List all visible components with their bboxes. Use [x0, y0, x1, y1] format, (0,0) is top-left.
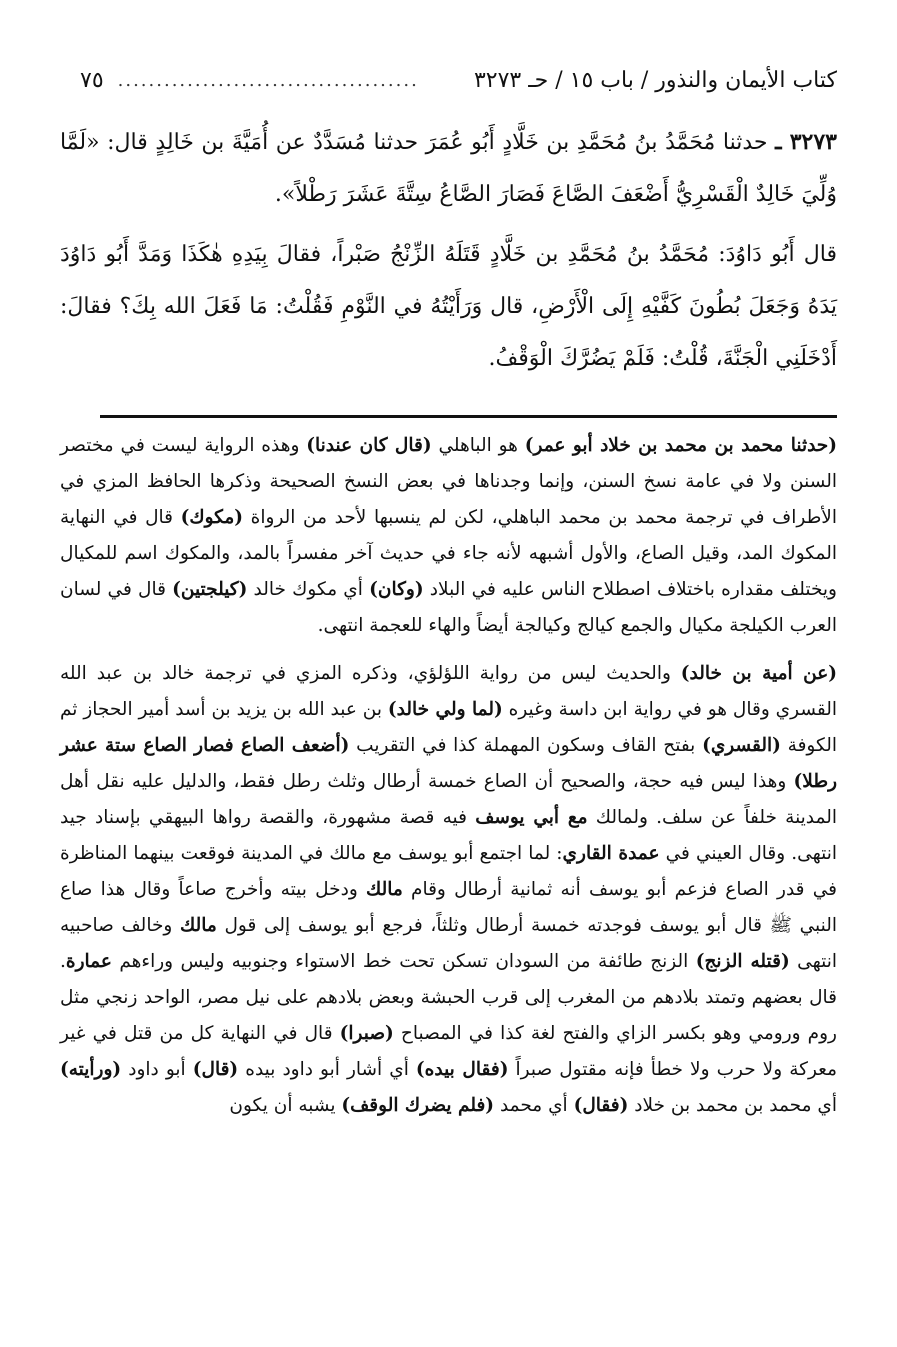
commentary-text: أي مكوك خالد [247, 579, 370, 600]
commentary-paragraph-2 [60, 656, 837, 1124]
commentary-lemma: (عن أمية بن خالد) [680, 663, 837, 684]
page-number: ٧٥ [80, 67, 104, 93]
commentary-lemma: (قال) [192, 1059, 239, 1080]
commentary-lemma: مالك [365, 879, 403, 900]
commentary-lemma: (مكوك) [180, 507, 244, 528]
leader-dots: ....................................... [117, 69, 419, 91]
commentary-text: أي محمد بن محمد بن خلاد [628, 1095, 837, 1116]
commentary-lemma: عمدة القاري [562, 843, 660, 864]
commentary-lemma: (صبرا) [339, 1023, 394, 1044]
commentary-lemma: (كيلجتين) [172, 579, 248, 600]
commentary-text: والحديث ليس من رواية اللؤلؤي، وذكره المزي في ترجمة خالد بن عبد الله القسري وقال هو في رواية ابن داسة وغيره [60, 663, 837, 720]
commentary-text: أي أشار أبو داود بيده [238, 1059, 416, 1080]
hadith-number: ٣٢٧٣ ـ [775, 129, 837, 155]
commentary-text: الزنج طائفة من السودان تسكن تحت خط الاستواء وجنوبيه وليس وراءهم [111, 951, 696, 972]
hadith-text [60, 116, 837, 385]
commentary-lemma: عمارة [65, 951, 112, 972]
commentary-text: : لما اجتمع أبو يوسف مع مالك في المدينة فوقعت بينهما المناظرة في قدر الصاع فزعم أبو يوسف أنه ثمانية أرطال وقام [60, 843, 837, 900]
commentary-lemma: (قتله الزنج) [695, 951, 790, 972]
commentary-lemma: (القسري) [702, 735, 781, 756]
commentary-text: أبو داود [121, 1059, 193, 1080]
hadith-paragraph-1 [60, 116, 837, 221]
commentary-text: قال في النهاية كل من قتل في غير معركة ولا حرب ولا خطأ فإنه مقتول صبراً [60, 1023, 837, 1080]
commentary-lemma: (ورأيته) [60, 1059, 122, 1080]
commentary-lemma: (فقال بيده) [415, 1059, 509, 1080]
commentary-text: أي محمد [494, 1095, 574, 1116]
commentary-lemma: (أضعف الصاع فصار الصاع ستة عشر رطلا) [60, 735, 837, 792]
commentary-lemma: (حدثنا محمد بن محمد بن خلاد أبو عمر) [524, 435, 837, 456]
commentary-text: قال في لسان العرب الكيلجة مكيال والجمع كيالج وكيالجة أيضاً والهاء للعجمة انتهى. [60, 579, 837, 636]
commentary-text: هو الباهلي [431, 435, 525, 456]
commentary-text: فيه قصة مشهورة، والقصة رواها البيهقي بإسناد جيد انتهى. وقال العيني في [60, 807, 837, 864]
commentary-text: يشبه أن يكون [229, 1095, 342, 1116]
footnote-divider [100, 415, 837, 418]
commentary-text: قال في النهاية المكوك المد، وقيل الصاع، والأول أشبهه لأنه جاء في حديث آخر مفسراً بالمد، والمكوك اسم للمكيال ويختلف مقداره باختلاف اصطلاح الناس عليه في البلاد [60, 507, 837, 600]
commentary-text: وهذا ليس فيه حجة، والصحيح أن الصاع خمسة أرطال وثلث رطل فقط، والدليل عليه نقل أهل المدينة خلفاً عن سلف. ولمالك [60, 771, 837, 828]
page-header [80, 60, 837, 100]
commentary [60, 428, 837, 1124]
commentary-text: وخالف صاحبيه انتهى [60, 915, 837, 972]
commentary-lemma: (وكان) [369, 579, 424, 600]
commentary-text: بن عبد الله بن يزيد بن أسد أمير الحجاز ثم الكوفة [60, 699, 837, 756]
commentary-lemma: (فلم يضرك الوقف) [341, 1095, 495, 1116]
commentary-lemma: مالك [180, 915, 217, 936]
commentary-lemma: (لما ولي خالد) [387, 699, 503, 720]
commentary-lemma: (فقال) [573, 1095, 629, 1116]
commentary-text: وهذه الرواية ليست في مختصر السنن ولا في عامة نسخ السنن، وإنما وجدناها في بعض النسخ الصحيحة وذكرها الحافظ المزي في الأطراف في ترجمة محمد بن محمد الباهلي، لكن لم ينسبها لأحد من الرواة [60, 435, 837, 528]
commentary-text: . قال بعضهم وتمتد بلادهم من المغرب إلى قرب الحبشة وبعض بلادهم على نيل مصر، الواحد زنجي مثل روم ورومي وهو بكسر الزاي والفتح لغة كذا في المصباح [60, 951, 837, 1044]
commentary-paragraph-1 [60, 428, 837, 644]
commentary-text: ودخل بيته وأخرج صاعاً وقال هذا صاع النبي ﷺ قال أبو يوسف فوجدته خمسة أرطال وثلثاً، فرجع أبو يوسف إلى قول [60, 879, 837, 936]
running-title: كتاب الأيمان والنذور / باب ١٥ / حـ ٣٢٧٣ [473, 67, 837, 93]
hadith-paragraph-2: قال أَبُو دَاوُدَ: مُحَمَّدُ بنُ مُحَمَّدِ بن خَلَّادٍ قَتَلَهُ الزِّنْجُ صَبْراً، فقالَ بِيَدِهِ هٰكَذَا وَمَدَّ أَبُو دَاوُدَ يَدَهُ وَجَعَلَ بُطُونَ كَفَّيْهِ إِلَى الْأَرْضِ، قال وَرَأَيْتُهُ في النَّوْمِ فَقُلْتُ: مَا فَعَلَ الله بِكَ؟ فقالَ: أَدْخَلَنِي الْجَنَّةَ، قُلْتُ: فَلَمْ يَضُرَّكَ الْوَقْفُ. [60, 242, 837, 371]
commentary-text: بفتح القاف وسكون المهملة كذا في التقريب [349, 735, 703, 756]
page-number-group [80, 68, 419, 93]
commentary-lemma: (قال كان عندنا) [306, 435, 432, 456]
hadith-line-1: حدثنا مُحَمَّدُ بنُ مُحَمَّدِ بن خَلَّادٍ أَبُو عُمَرَ حدثنا مُسَدَّدٌ عن أُمَيَّةَ بن خَالِدٍ قال: «لَمَّا وُلِّيَ خَالِدٌ الْقَسْرِيُّ أَضْعَفَ الصَّاعَ فَصَارَ الصَّاعُ سِتَّةَ عَشَرَ رَطْلاً». [60, 130, 837, 207]
commentary-lemma: مع أبي يوسف [475, 807, 588, 828]
